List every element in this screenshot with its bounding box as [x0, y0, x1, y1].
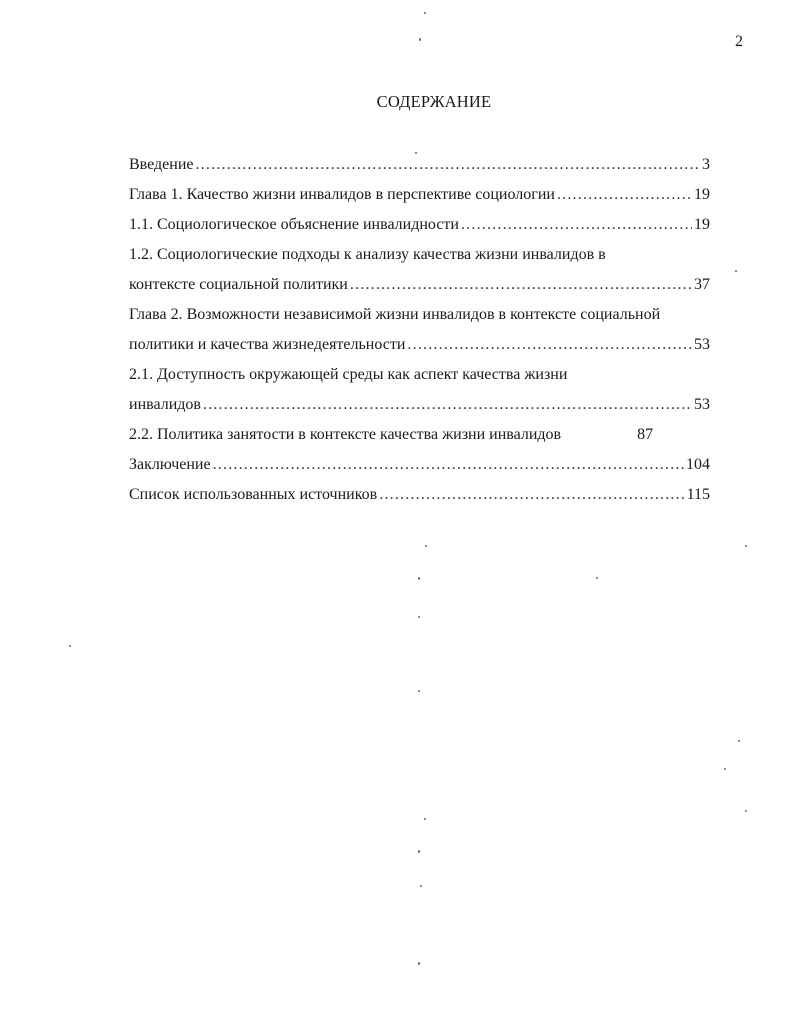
scan-speck [745, 545, 747, 547]
scan-speck [415, 152, 417, 154]
toc-entry-label-line-1: Глава 2. Возможности независимой жизни инвалидов в контексте социальной [129, 306, 661, 323]
toc-entry-references[interactable] [129, 480, 710, 510]
toc-entry-page: 37 [694, 276, 710, 293]
toc-entry-conclusion[interactable] [129, 450, 710, 480]
toc-entry-chapter-2[interactable] [129, 300, 729, 360]
scan-speck [418, 616, 420, 618]
toc-entry-page: 115 [686, 486, 710, 503]
dot-leader [379, 480, 684, 510]
page-number: 2 [735, 33, 743, 50]
toc-entry-page: 104 [686, 456, 710, 473]
toc-entry-label: 1.1. Социологическое объяснение инвалидности [129, 216, 459, 233]
toc-entry-section-2-1[interactable] [129, 360, 729, 420]
page-title: СОДЕРЖАНИЕ [376, 92, 492, 111]
scan-speck [724, 768, 726, 770]
toc-entry-chapter-1[interactable] [129, 180, 710, 210]
scan-speck [418, 577, 420, 580]
toc-entry-label-line-2: инвалидов [129, 396, 201, 413]
toc-entry-page: 53 [694, 396, 710, 413]
dot-leader [196, 150, 701, 180]
scan-speck [420, 885, 422, 887]
toc-entry-section-1-1[interactable] [129, 210, 710, 240]
dot-leader [350, 270, 692, 300]
scan-speck [745, 810, 747, 812]
toc-entry-label-line-2: контексте социальной политики [129, 276, 348, 293]
scan-speck [735, 270, 737, 272]
scan-speck [418, 850, 420, 853]
scan-speck [69, 645, 71, 647]
toc-entry-page: 19 [694, 186, 710, 203]
scan-speck [596, 577, 598, 579]
toc-entry-page: 87 [637, 426, 654, 443]
dot-leader [557, 180, 692, 210]
scan-speck [419, 38, 421, 41]
toc-entry-page: 19 [694, 216, 710, 233]
table-of-contents [129, 150, 729, 510]
scan-speck [424, 818, 426, 820]
scan-speck [738, 740, 740, 742]
dot-leader [407, 330, 692, 360]
toc-entry-label: Список использованных источников [129, 486, 378, 503]
toc-entry-page: 53 [694, 336, 710, 353]
toc-entry-label-line-2: политики и качества жизнедеятельности [129, 336, 406, 353]
toc-entry-label-line-1: 2.1. Доступность окружающей среды как аспект качества жизни [129, 366, 568, 383]
toc-entry-page: 3 [702, 156, 710, 173]
scan-speck [424, 12, 426, 14]
dot-leader [203, 390, 692, 420]
dot-leader [461, 210, 692, 240]
scan-speck [418, 962, 420, 965]
toc-entry-label: Глава 1. Качество жизни инвалидов в перспективе социологии [129, 186, 555, 203]
toc-entry-introduction[interactable] [129, 150, 710, 180]
scan-speck [425, 545, 427, 547]
toc-entry-section-1-2[interactable] [129, 240, 729, 300]
toc-entry-label: 2.2. Политика занятости в контексте качества жизни инвалидов [129, 426, 562, 443]
toc-entry-label: Введение [129, 156, 194, 173]
scan-speck [418, 690, 420, 692]
dot-leader [213, 450, 684, 480]
toc-entry-label-line-1: 1.2. Социологические подходы к анализу качества жизни инвалидов в [129, 246, 606, 263]
toc-entry-section-2-2[interactable] [129, 420, 710, 450]
toc-entry-label: Заключение [129, 456, 211, 473]
